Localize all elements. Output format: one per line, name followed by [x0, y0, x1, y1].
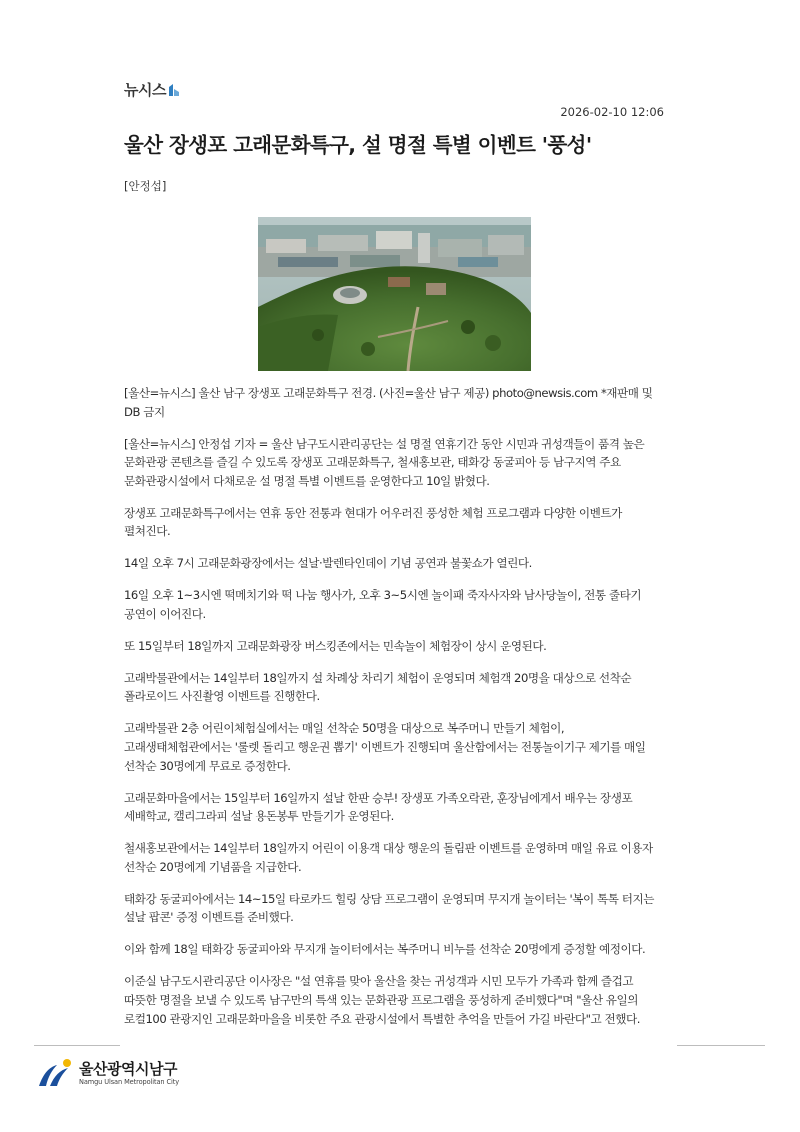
photo-caption: [울산=뉴시스] 울산 남구 장생포 고래문화특구 전경. (사진=울산 남구 제공) photo@newsis.com *재판매 및 DB 금지 — [124, 386, 653, 419]
article-paragraph: 철새홍보관에서는 14일부터 18일까지 어린이 이용객 대상 행운의 돌림판 이벤트를 운영하며 매일 유료 이용자 선착순 20명에게 기념품을 지급한다. — [124, 841, 653, 874]
article-paragraph: 장생포 고래문화특구에서는 연휴 동안 전통과 현대가 어우러진 풍성한 체험 프로그램과 다양한 이벤트가 펼쳐진다. — [124, 505, 622, 539]
article-paragraph: [울산=뉴시스] 안정섭 기자 = 울산 남구도시관리공단는 설 명절 연휴기간 동안 시민과 귀성객들이 품격 높은 문화관광 콘텐츠를 즐길 수 있도록 장생포 고래문화특구, 철새홍보관, 태화강 동굴피아 등 남구지역 주요 문화관광시설에서 다채로운 설 명절 특별 이벤트를 운영한다고 10일 밝혔다. — [124, 436, 645, 488]
article-paragraph: 16일 오후 1~3시엔 떡메치기와 떡 나눔 행사가, 오후 3~5시엔 놀이패 죽자사자와 남사당놀이, 전통 줄타기 공연이 이어진다. — [124, 588, 642, 621]
article-paragraph: 태화강 동굴피아에서는 14~15일 타로카드 힐링 상담 프로그램이 운영되며 무지개 놀이터는 '복이 톡톡 터지는 설날 팝콘' 증정 이벤트를 준비했다. — [124, 891, 655, 925]
article-photo — [258, 217, 531, 371]
article-paragraph: 이준실 남구도시관리공단 이사장은 "설 연휴를 맞아 울산을 찾는 귀성객과 시민 모두가 가족과 함께 즐겁고 따뜻한 명절을 보낼 수 있도록 남구만의 특색 있는 문화관광 프로그램을 풍성하게 준비했다"며 "울산 유일의 로컬100 관광지인 고래문화마을을 비롯한 주요 관광시설에서 특별한 추억을 만들어 가길 바란다"고 전했다. — [124, 974, 640, 1026]
article-byline: [안정섭] — [124, 179, 167, 193]
article-body — [124, 384, 668, 1042]
article-paragraph: 고래박물관 2층 어린이체험실에서는 매일 선착순 50명을 대상으로 복주머니 만들기 체험이, 고래생태체험관에서는 '룰렛 돌리고 행운권 뽑기' 이벤트가 진행되며 울산함에서는 전통놀이기구 제기를 매일 선착순 30명에게 무료로 증정한다. — [124, 721, 646, 773]
footer-logo — [37, 1058, 179, 1088]
namgu-emblem-icon — [37, 1058, 75, 1088]
article-paragraph: 또 15일부터 18일까지 고래문화광장 버스킹존에서는 민속놀이 체험장이 상시 운영된다. — [124, 638, 547, 653]
article-paragraph: 이와 함께 18일 태화강 동굴피아와 무지개 놀이터에서는 복주머니 비누를 선착순 20명에게 증정할 예정이다. — [124, 942, 646, 957]
article-date: 2026-02-10 12:06 — [560, 105, 664, 119]
newsis-logo — [124, 79, 180, 100]
article-paragraph: 고래문화마을에서는 15일부터 16일까지 설날 한판 승부! 장생포 가족오락관, 훈장님에게서 배우는 장생포 세배학교, 캘리그라피 설날 용돈봉투 만들기가 운영된다. — [124, 790, 633, 824]
footer-org-english: Namgu Ulsan Metropolitan City — [79, 1077, 180, 1086]
article-paragraph: 14일 오후 7시 고래문화광장에서는 설날·발렌타인데이 기념 공연과 불꽃쇼가 열린다. — [124, 556, 532, 571]
footer-divider-left — [34, 1045, 120, 1046]
footer-divider-right — [677, 1045, 765, 1046]
newsis-logo-text: 뉴시스 — [124, 81, 166, 99]
footer-org-name: 울산광역시남구 — [79, 1059, 177, 1078]
article-title: 울산 장생포 고래문화특구, 설 명절 특별 이벤트 '풍성' — [124, 133, 592, 157]
newsis-logo-mark-icon — [168, 83, 180, 96]
article-paragraph: 고래박물관에서는 14일부터 18일까지 설 차례상 차리기 체험이 운영되며 체험객 20명을 대상으로 선착순 폴라로이드 사진촬영 이벤트를 진행한다. — [124, 670, 632, 704]
